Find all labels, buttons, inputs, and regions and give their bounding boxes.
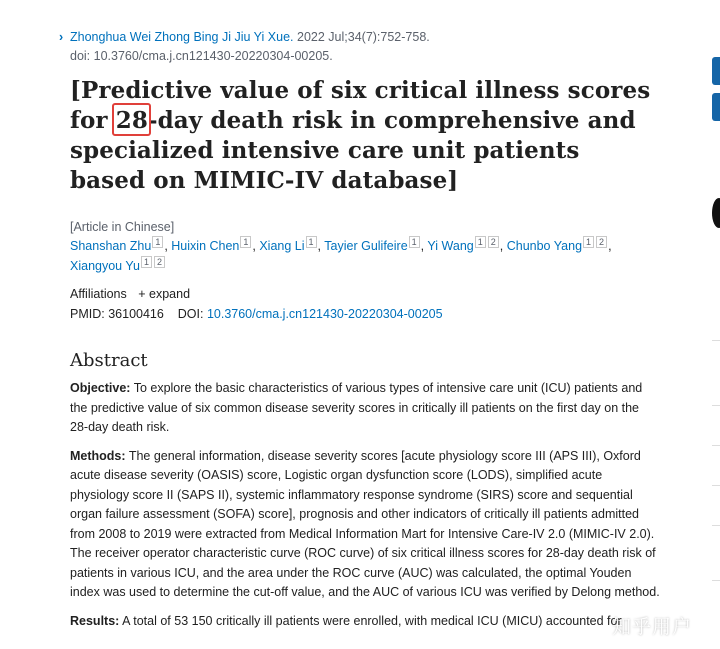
affiliation-ref[interactable]: 1 (240, 236, 251, 248)
pmid-value: 36100416 (108, 307, 164, 321)
sidebar-circle-button[interactable] (712, 198, 720, 228)
affiliations-label: Affiliations (70, 287, 127, 301)
author-link[interactable]: Chunbo Yang (506, 239, 583, 253)
abstract-heading: Abstract (70, 350, 148, 371)
citation-line (59, 28, 660, 47)
sidebar-button[interactable] (712, 93, 720, 121)
author-list: Shanshan Zhu $^1$ , Huixin Chen $^1$ , Xiang Li $^1$ , Tayier Gulifeire $^1$ , Yi Wang $^1$ $^2$ , Chunbo Yang $^1$ $^2$ , Xiangyou Yu $^1$ $^2$ (70, 236, 612, 273)
affiliation-ref[interactable]: 1 (475, 236, 486, 248)
results-label: Results: (70, 613, 120, 628)
chevron-right-icon[interactable]: › (59, 30, 64, 44)
citation-doi: doi: 10.3760/cma.j.cn121430-20220304-00205. (70, 49, 333, 63)
methods-label: Methods: (70, 448, 126, 463)
article-title (70, 76, 660, 196)
language-note: [Article in Chinese] (70, 220, 175, 234)
author-link[interactable]: Tayier Gulifeire (324, 239, 408, 253)
abstract-methods (70, 447, 660, 603)
affiliations-row (70, 284, 660, 304)
author-link[interactable]: Xiang Li (259, 239, 305, 253)
sidebar-divider (712, 405, 720, 406)
author-link[interactable]: Huixin Chen (171, 239, 240, 253)
abstract-body (70, 379, 660, 631)
expand-button[interactable] (138, 287, 190, 301)
abstract-results (70, 612, 660, 632)
highlighted-text (116, 106, 158, 136)
watermark: 知乎用户 (612, 616, 693, 638)
sidebar-divider (712, 340, 720, 341)
highlight-box (112, 103, 151, 136)
author-link[interactable]: Shanshan Zhu (70, 239, 152, 253)
affiliation-ref[interactable]: 2 (596, 236, 607, 248)
citation-date: 2022 Jul;34(7):752-758. (297, 30, 430, 44)
objective-label: Objective: (70, 381, 131, 395)
expand-label: expand (149, 287, 191, 301)
right-sidebar (712, 0, 720, 649)
affiliation-ref[interactable]: 1 (409, 236, 420, 248)
affiliation-ref[interactable]: 2 (488, 236, 499, 248)
doi-label: DOI: (177, 307, 204, 321)
affiliation-ref[interactable]: 1 (152, 236, 163, 248)
objective-text: To explore the basic characteristics of various types of intensive care unit (ICU) patients and the predictive value of six common disease severity scores in critically ill patients on the first day on the 28-day death risk. (70, 381, 643, 434)
author-link[interactable]: Yi Wang (427, 239, 474, 253)
plus-icon: + (138, 287, 150, 301)
abstract-objective (70, 379, 660, 438)
highlighted-number: 28- (115, 107, 158, 134)
results-text: A total of 53 150 critically ill patients were enrolled, with medical ICU (MICU) accounted for (122, 613, 622, 628)
author-link[interactable]: Xiangyou Yu (70, 259, 140, 273)
sidebar-divider (712, 525, 720, 526)
sidebar-divider (712, 485, 720, 486)
doi-link[interactable]: 10.3760/cma.j.cn121430-20220304-00205 (206, 307, 443, 321)
title-part: day death risk in comprehensive and specialized intensive care unit patients based on MIMIC-IV database] (70, 107, 636, 194)
sidebar-divider (712, 580, 720, 581)
article-main (59, 28, 660, 640)
title-part: [Predictive value of six critical illness scores for (70, 77, 651, 134)
affiliation-ref[interactable]: 2 (154, 256, 165, 268)
methods-text: The general information, disease severity scores [acute physiology score III (APS III), Oxford acute disease severity (OASIS) score, Logistic organ dysfunction score (LODS), simplified acute physiology score II (SAPS II), systemic inflammatory response syndrome (SIRS) score and sequential organ failure assessment (SOFA) score], prognosis and other indicators of critically ill patients admitted from 2008 to 2019 were extracted from Medical Information Mart for Intensive Care-IV 2.0 (MIMIC-IV 2.0). The receiver operator characteristic curve (ROC curve) of six critical illness scores for 28-day death risk of patients in various ICU, and the area under the ROC curve (AUC) was calculated, the optimal Youden index was used to determine the cut-off value, and the AUC of various ICU was verified by Delong method. (70, 448, 660, 599)
sidebar-button[interactable] (712, 57, 720, 85)
affiliation-ref[interactable]: 1 (583, 236, 594, 248)
pmid-label: PMID: (70, 307, 105, 321)
affiliation-ref[interactable]: 1 (306, 236, 317, 248)
identifiers-row (70, 304, 660, 324)
affiliation-ref[interactable]: 1 (141, 256, 152, 268)
journal-link[interactable]: Zhonghua Wei Zhong Bing Ji Jiu Yi Xue. (70, 30, 294, 44)
sidebar-divider (712, 445, 720, 446)
